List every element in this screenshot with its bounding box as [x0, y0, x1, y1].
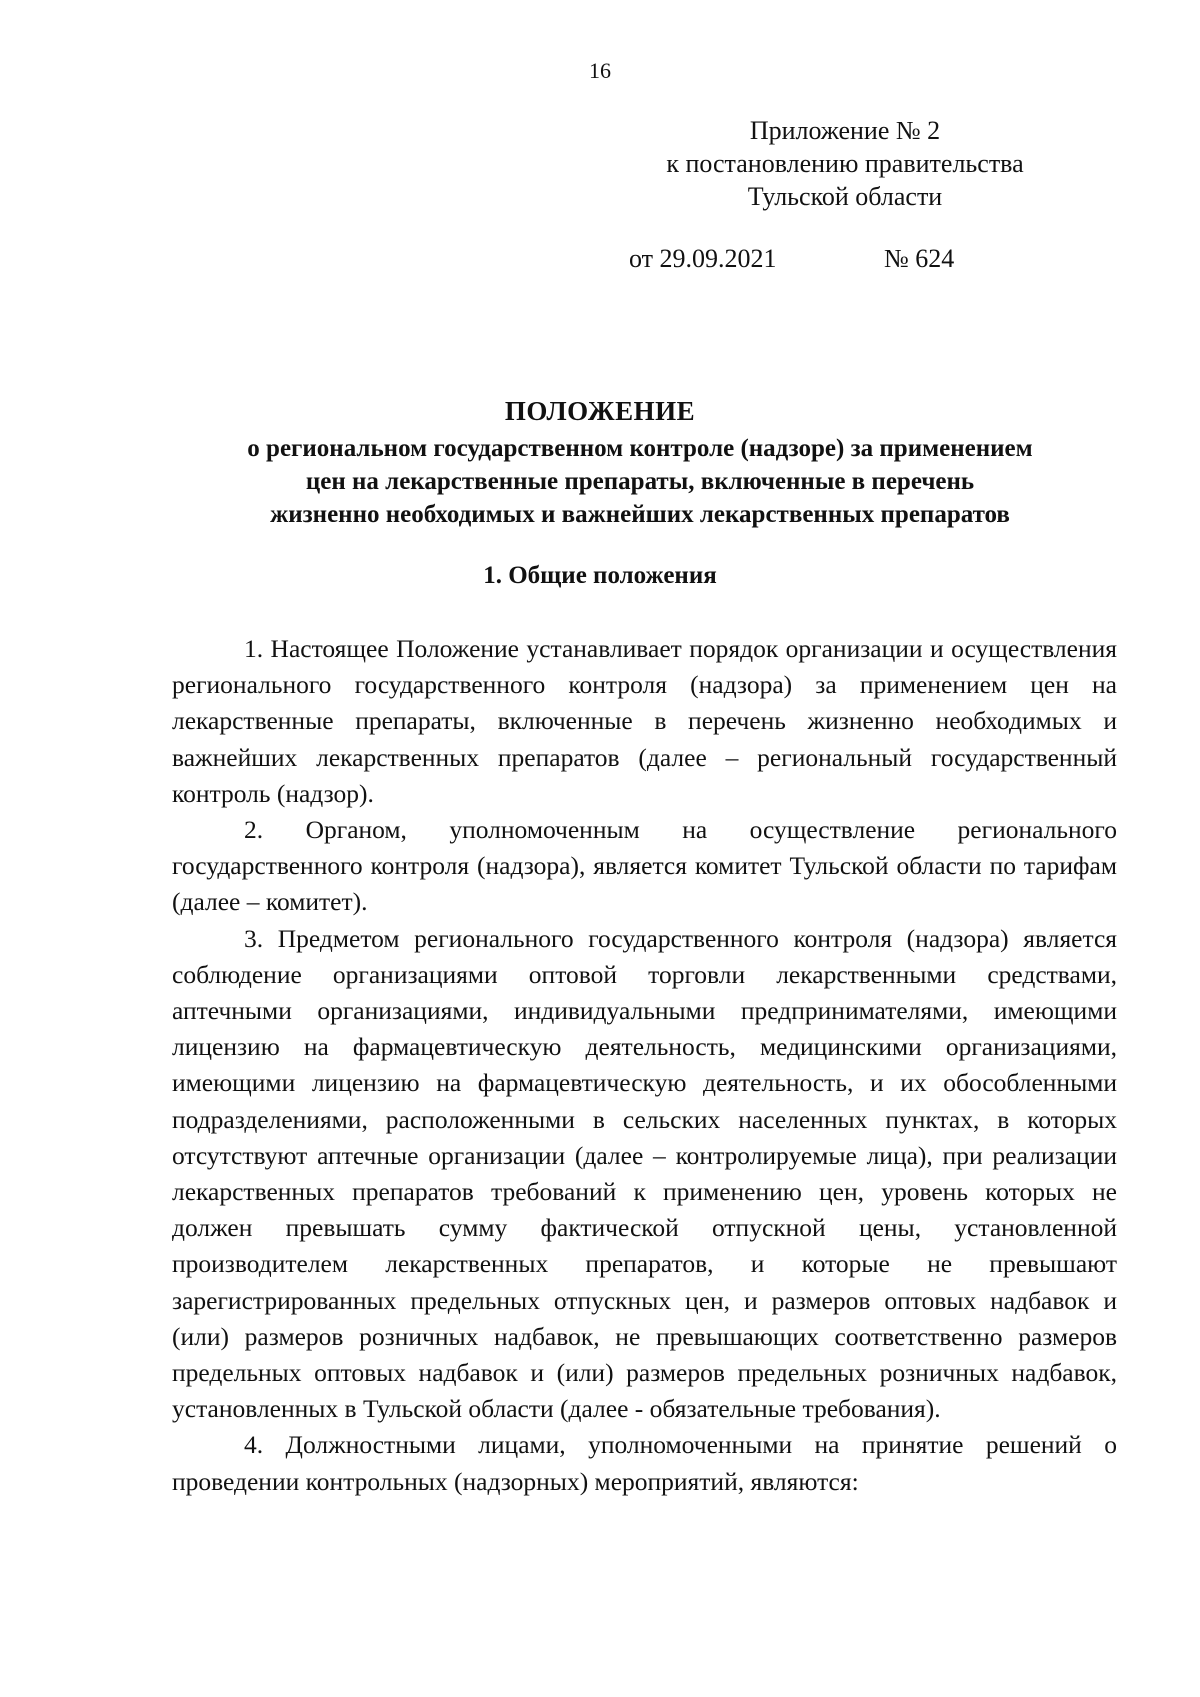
page-number: 16	[589, 58, 611, 83]
resolution-number: № 624	[884, 244, 955, 273]
subtitle-line: жизненно необходимых и важнейших лекарственных препаратов	[270, 501, 1010, 528]
appendix-line: к постановлению правительства	[666, 149, 1024, 178]
appendix-header	[600, 114, 1090, 213]
paragraph: 1. Настоящее Положение устанавливает порядок организации и осуществления регионального государственного контроля (надзора) за применением цен на лекарственные препараты, включенные в перечень жизненно необходимых и важнейших лекарственных препаратов (далее – региональный государственный контроль (надзор).	[172, 634, 1117, 808]
document-title: ПОЛОЖЕНИЕ	[504, 396, 696, 426]
resolution-date: от 29.09.2021	[629, 244, 777, 273]
appendix-line: Тульской области	[747, 182, 943, 211]
paragraph: 4. Должностными лицами, уполномоченными на принятие решений о проведении контрольных (надзорных) мероприятий, являются:	[172, 1430, 1117, 1496]
section-title: 1. Общие положения	[483, 562, 717, 589]
appendix-line: Приложение № 2	[749, 116, 941, 145]
document-subtitle	[160, 432, 1120, 531]
paragraph: 3. Предметом регионального государственного контроля (надзора) является соблюдение организациями оптовой торговли лекарственными средствами, аптечными организациями, индивидуальными предпринимателями, имеющими лицензию на фармацевтическую деятельность, медицинскими организациями, имеющими лицензию на фармацевтическую деятельность, и их обособленными подразделениями, расположенными в сельских населенных пунктах, в которых отсутствуют аптечные организации (далее – контролируемые лица), при реализации лекарственных препаратов требований к применению цен, уровень которых не должен превышать сумму фактической отпускной цены, установленной производителем лекарственных препаратов, и которые не превышают зарегистрированных предельных отпускных цен, и размеров оптовых надбавок и (или) размеров розничных надбавок, не превышающих соответственно размеров предельных оптовых надбавок и (или) размеров предельных розничных надбавок, установленных в Тульской области (далее - обязательные требования).	[172, 923, 1117, 1424]
subtitle-line: цен на лекарственные препараты, включенные в перечень	[305, 468, 975, 495]
paragraph: 2. Органом, уполномоченным на осуществление регионального государственного контроля (надзора), является комитет Тульской области по тарифам (далее – комитет).	[172, 815, 1117, 917]
subtitle-line: о региональном государственном контроле (надзоре) за применением	[247, 435, 1033, 462]
body-text	[172, 631, 1117, 1500]
